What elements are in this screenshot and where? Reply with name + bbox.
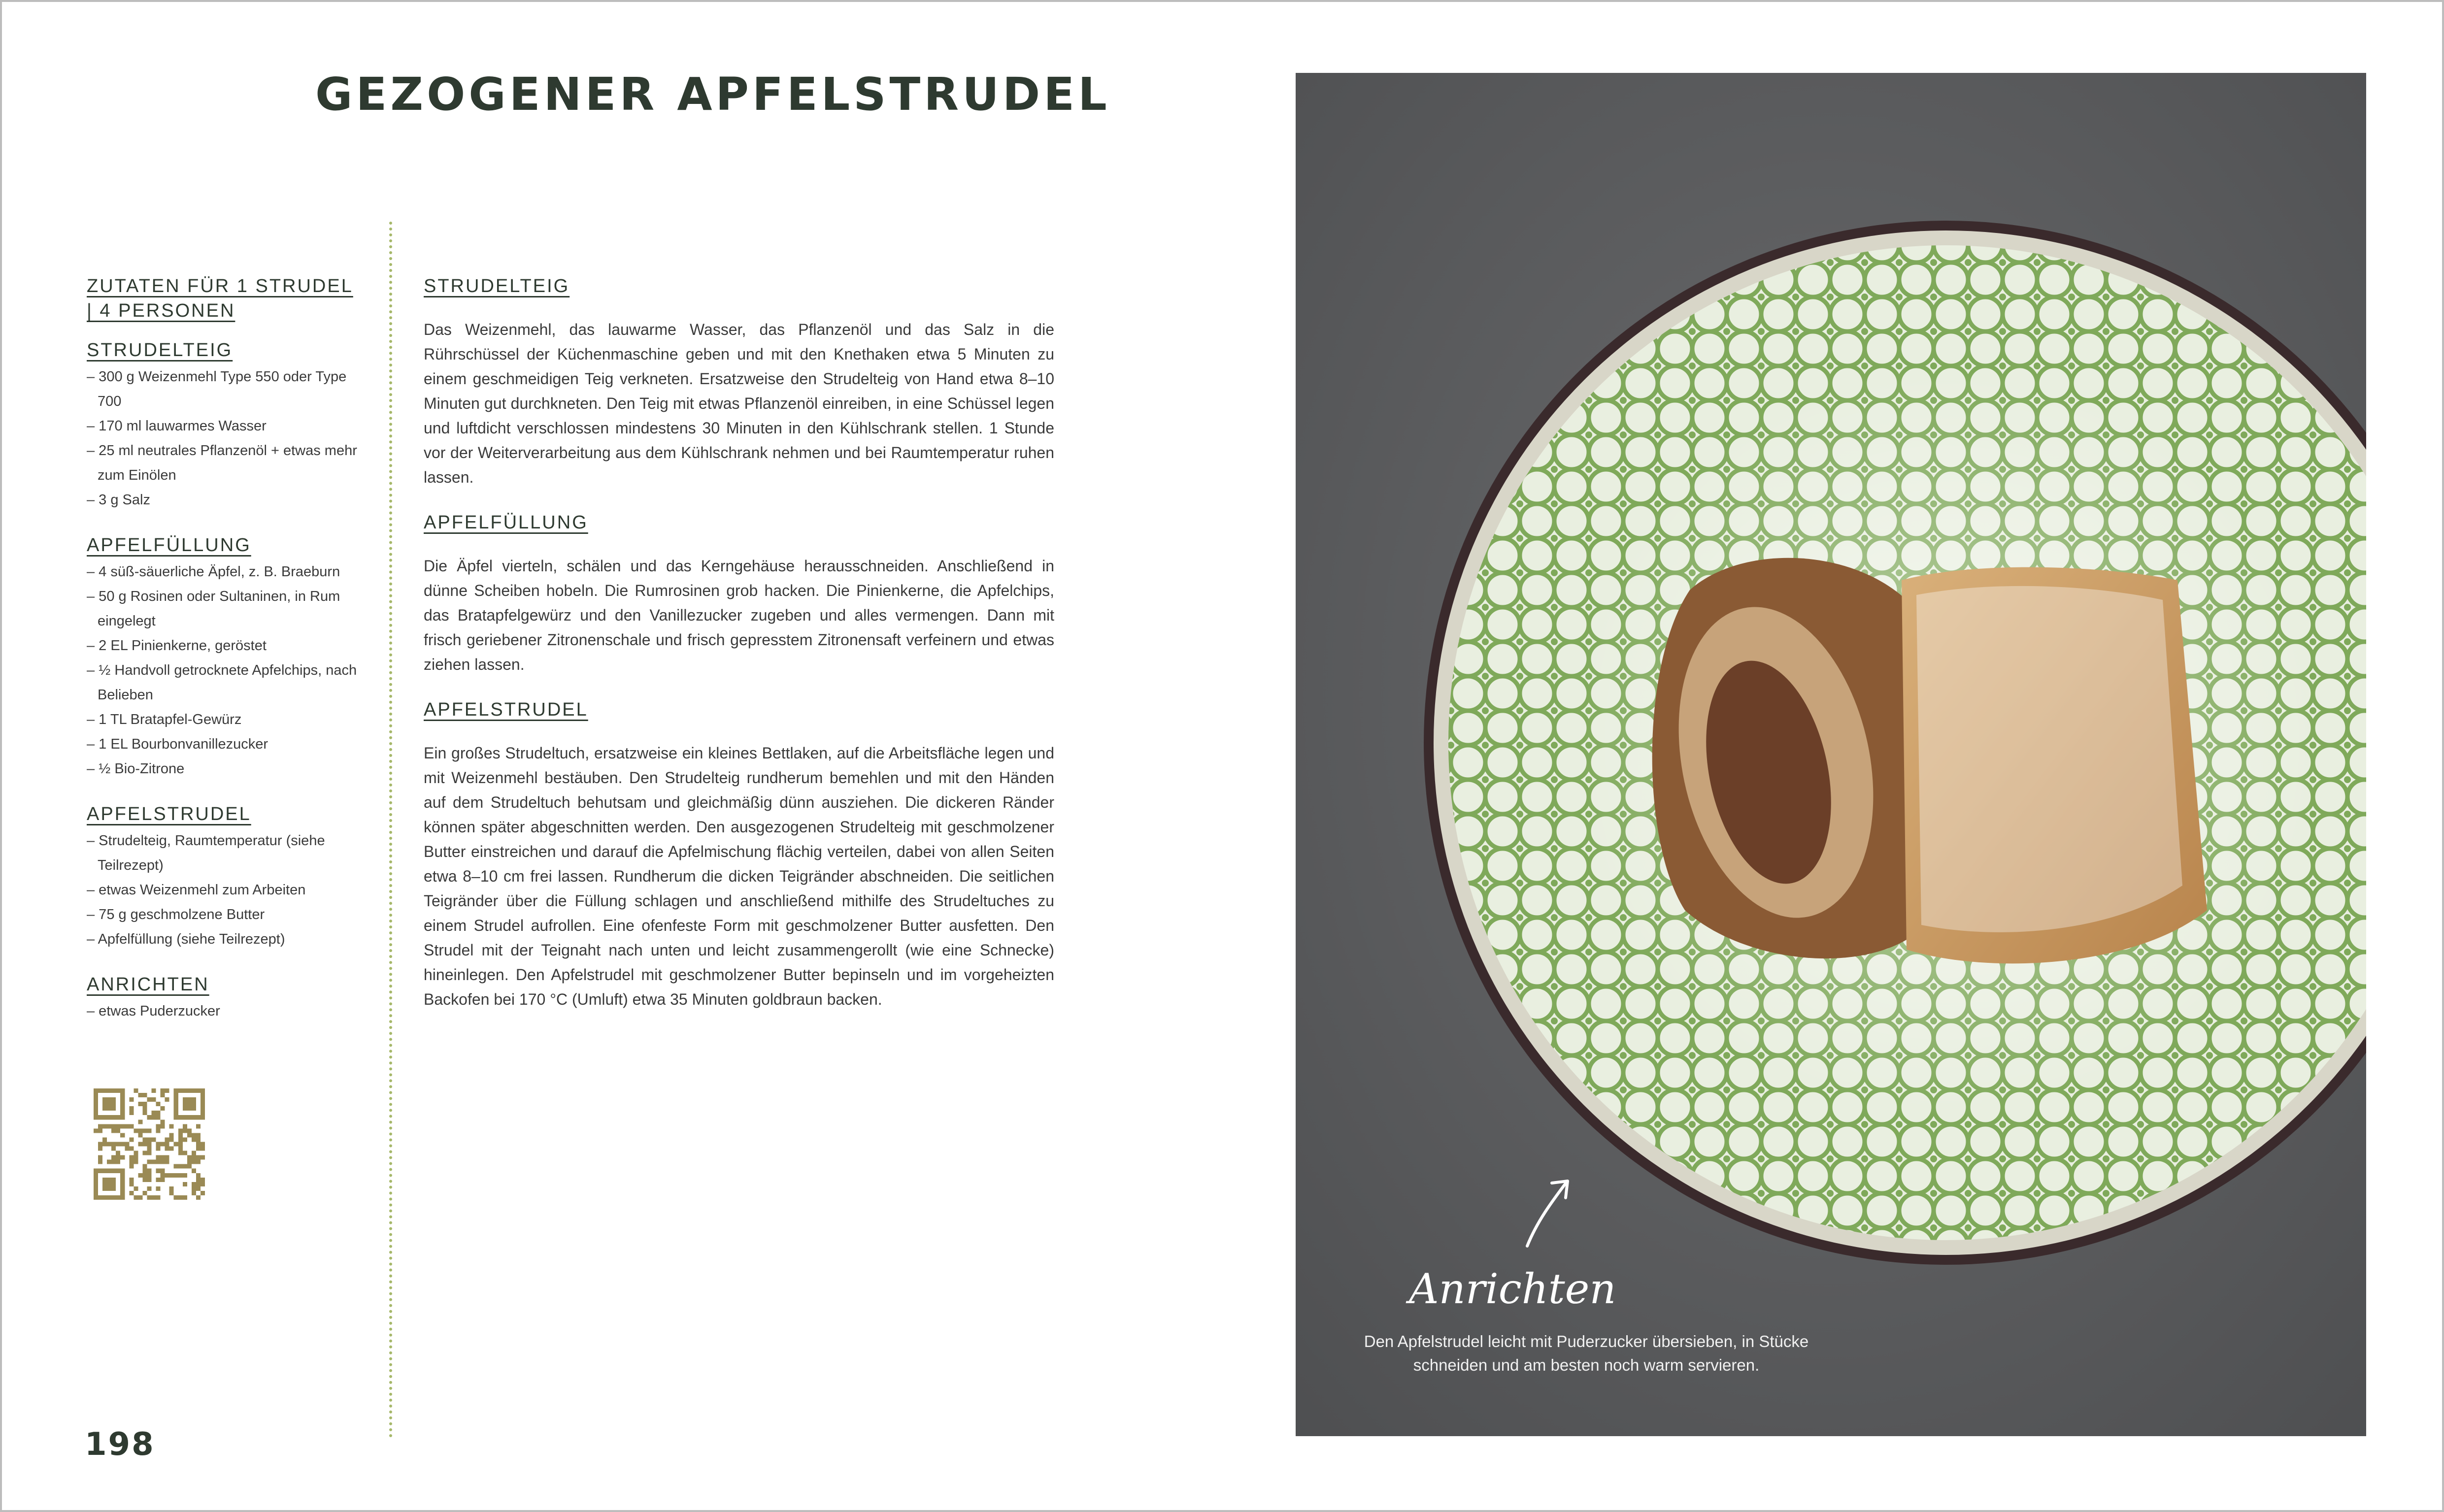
ingredients-list — [87, 828, 363, 952]
ingredients-section-heading: ANRICHTEN — [87, 974, 209, 995]
method-column — [424, 274, 1054, 1032]
ingredients-list — [87, 364, 363, 512]
list-item: – 1 EL Bourbonvanillezucker — [87, 736, 268, 752]
recipe-title: GEZOGENER APFELSTRUDEL — [315, 68, 1110, 121]
list-item: – 2 EL Pinienkerne, geröstet — [87, 638, 267, 654]
method-paragraph: Die Äpfel vierteln, schälen und das Kerngehäuse herausschneiden. Anschließend in dünne Scheiben hobeln. Die Rumrosinen grob hacken. Die Pinienkerne, die Apfelchips, das Bratapfelgewürz und den Vanillezucker zugeben und alles vermengen. Dann mit frisch geriebener Zitronenschale und frisch gepresstem Zitronensaft verfeinern und etwas ziehen lassen. — [424, 557, 1054, 673]
list-item: – etwas Puderzucker — [87, 1003, 220, 1019]
list-item: – Apfelfüllung (siehe Teilrezept) — [87, 931, 285, 947]
list-item: – 4 süß-säuerliche Äpfel, z. B. Braeburn — [87, 564, 340, 580]
method-paragraph: Ein großes Strudeltuch, ersatzweise ein kleines Bettlaken, auf die Arbeitsfläche legen und mit Weizenmehl bestäuben. Den Strudelteig rundherum bemehlen und mit den Händen auf dem Strudeltuch behutsam und gleichmäßig dünn ausziehen. Die dickeren Ränder können später abgeschnitten werden. Den ausgezogenen Strudelteig mit geschmolzener Butter einstreichen und darauf die Apfelmischung flächig verteilen, dabei von allen Seiten etwa 8–10 cm frei lassen. Rundherum die dicken Teigränder abschneiden. Die seitlichen Teigränder über die Füllung schlagen und anschließend mithilfe des Strudeltuches zu einem Strudel aufrollen. Eine ofenfeste Form mit geschmolzener Butter ausfetten. Den Strudel mit der Teignaht nach unten und leicht zusammengerollt (wie eine Schnecke) hineinlegen. Den Apfelstrudel mit geschmolzener Butter bepinseln und im vorgeheizten Backofen bei 170 °C (Umluft) etwa 35 Minuten goldbraun backen. — [424, 744, 1054, 1008]
qr-code-icon[interactable] — [94, 1088, 205, 1200]
ingredients-heading: ZUTATEN FÜR 1 STRUDEL | 4 PERSONEN — [87, 276, 353, 321]
method-section-heading: APFELSTRUDEL — [424, 699, 588, 720]
ingredients-section-heading: APFELFÜLLUNG — [87, 535, 251, 556]
strudel-photo — [1296, 73, 2366, 1436]
method-section-heading: STRUDELTEIG — [424, 276, 570, 296]
list-item: – 75 g geschmolzene Butter — [87, 907, 265, 922]
list-item: – ½ Bio-Zitrone — [87, 761, 185, 777]
page-number: 198 — [85, 1426, 155, 1463]
list-item: – 170 ml lauwarmes Wasser — [87, 418, 267, 434]
photo-caption: Den Apfelstrudel leicht mit Puderzucker übersieben, in Stücke schneiden und am besten noch warm servieren. — [1364, 1332, 1809, 1374]
ingredients-sidebar — [87, 274, 363, 1044]
ingredients-list — [87, 999, 363, 1023]
arrow-icon — [1517, 1172, 1576, 1251]
photo-script-label: Anrichten — [1409, 1265, 1616, 1313]
list-item: – Strudelteig, Raumtemperatur (siehe Teilrezept) — [87, 833, 325, 873]
ingredients-section-heading: APFELSTRUDEL — [87, 804, 251, 824]
list-item: – 300 g Weizenmehl Type 550 oder Type 700 — [87, 369, 347, 409]
list-item: – 25 ml neutrales Pflanzenöl + etwas mehr zum Einölen — [87, 443, 357, 483]
list-item: – 1 TL Bratapfel-Gewürz — [87, 712, 242, 727]
ingredients-list — [87, 559, 363, 781]
list-item: – ½ Handvoll getrocknete Apfelchips, nach Belieben — [87, 662, 357, 703]
list-item: – 3 g Salz — [87, 492, 150, 508]
ingredients-section-heading: STRUDELTEIG — [87, 340, 233, 361]
dotted-divider — [389, 222, 392, 1438]
list-item: – etwas Weizenmehl zum Arbeiten — [87, 882, 306, 898]
list-item: – 50 g Rosinen oder Sultaninen, in Rum eingelegt — [87, 589, 340, 629]
method-paragraph: Das Weizenmehl, das lauwarme Wasser, das Pflanzenöl und das Salz in die Rührschüssel der Küchenmaschine geben und mit den Knethaken etwa 5 Minuten zu einem geschmeidigen Teig verkneten. Ersatzweise den Strudelteig von Hand etwa 8–10 Minuten gut durchkneten. Den Teig mit etwas Pflanzenöl einreiben, in eine Schüssel legen und luftdicht verschlossen mindestens 30 Minuten in den Kühlschrank stellen. 1 Stunde vor der Weiterverarbeitung aus dem Kühlschrank nehmen und bei Raumtemperatur ruhen lassen. — [424, 321, 1054, 486]
method-section-heading: APFELFÜLLUNG — [424, 512, 588, 533]
